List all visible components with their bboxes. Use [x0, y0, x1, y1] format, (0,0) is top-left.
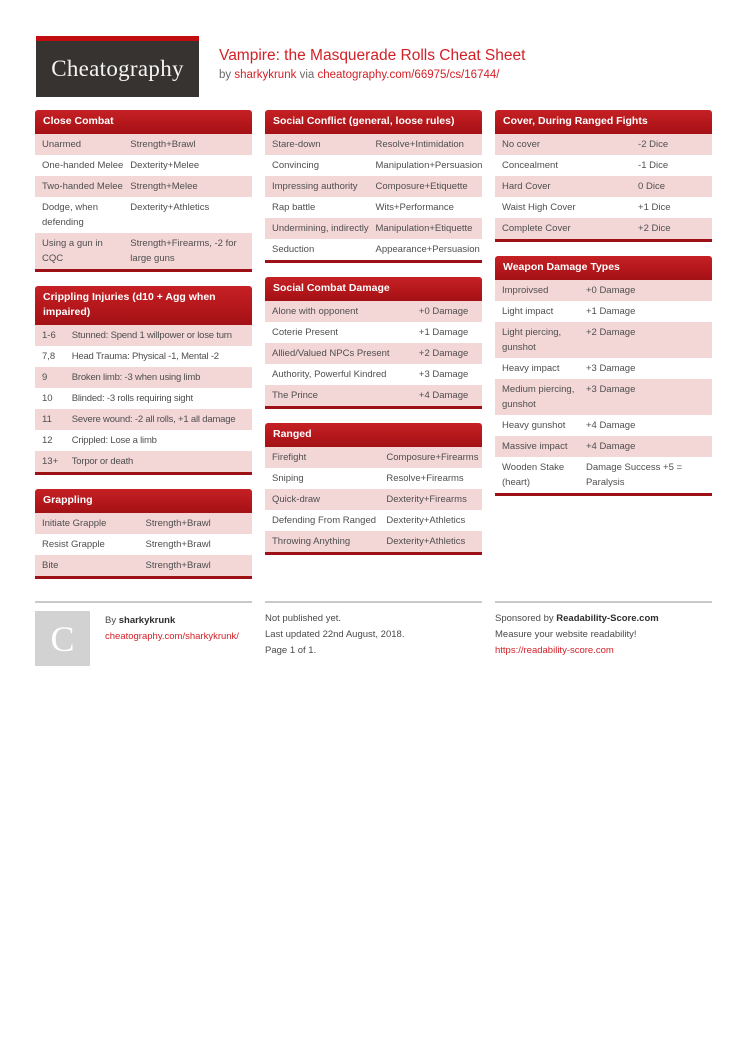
- table-row: [495, 379, 712, 415]
- row-value: Broken limb: -3 when using limb: [71, 372, 201, 383]
- row-label: Quick-draw: [272, 494, 321, 505]
- row-value: Manipulation+Persuasion: [375, 160, 483, 171]
- table-row: [265, 218, 482, 239]
- row-label: Allied/Valued NPCs Present: [272, 348, 390, 359]
- row-value: +0 Damage: [418, 306, 469, 317]
- row-value: +2 Damage: [585, 327, 636, 338]
- table-title: Ranged: [265, 423, 482, 447]
- row-label: Bite: [42, 560, 59, 571]
- footer: [35, 601, 711, 666]
- table-row: [265, 239, 482, 260]
- row-value: -2 Dice: [638, 139, 669, 150]
- row-label: Dodge, when defending: [42, 202, 98, 228]
- sponsor-name: Readability-Score.com: [556, 613, 659, 624]
- via-label: via: [299, 69, 315, 81]
- row-value: Dexterity+Melee: [130, 160, 200, 171]
- table-row: [35, 513, 252, 534]
- footer-author-link[interactable]: cheatography.com/sharkykrunk/: [105, 631, 239, 642]
- row-label: Heavy gunshot: [502, 420, 566, 431]
- row-value: +1 Damage: [418, 327, 469, 338]
- row-label: 13+: [42, 456, 59, 467]
- footer-author-text: [90, 611, 239, 666]
- publish-status: Not published yet.: [265, 613, 342, 624]
- row-label: Massive impact: [502, 441, 568, 452]
- row-value: Composure+Firearms: [386, 452, 479, 463]
- row-value: Severe wound: -2 all rolls, +1 all damage: [71, 414, 236, 425]
- byline: [219, 68, 525, 83]
- row-label: Using a gun in CQC: [42, 238, 103, 264]
- row-label: Wooden Stake (heart): [502, 462, 565, 488]
- row-value: Resolve+Firearms: [386, 473, 464, 484]
- row-value: Appearance+Persuasion: [375, 244, 480, 255]
- row-value: +1 Dice: [638, 202, 671, 213]
- row-label: Seduction: [272, 244, 315, 255]
- footer-author: [35, 601, 252, 666]
- table-row: [265, 510, 482, 531]
- table-row: [35, 233, 252, 269]
- row-value: Crippled: Lose a limb: [71, 435, 157, 446]
- column-2: [265, 110, 482, 569]
- row-value: Dexterity+Firearms: [386, 494, 467, 505]
- row-label: 1-6: [42, 330, 56, 341]
- card-columns: [35, 110, 711, 593]
- table-row: [495, 280, 712, 301]
- row-value: Strength+Brawl: [145, 518, 211, 529]
- table-row: [495, 197, 712, 218]
- table-cover-during-ranged-fights: [495, 110, 712, 242]
- row-label: Complete Cover: [502, 223, 571, 234]
- row-value: +4 Damage: [585, 441, 636, 452]
- row-value: Resolve+Intimidation: [375, 139, 464, 150]
- row-label: Light impact: [502, 306, 554, 317]
- author-avatar[interactable]: [35, 611, 90, 666]
- row-label: Concealment: [502, 160, 558, 171]
- author-link[interactable]: sharkykrunk: [234, 69, 297, 81]
- table-row: [35, 534, 252, 555]
- table-row: [35, 197, 252, 233]
- row-value: Strength+Brawl: [130, 139, 196, 150]
- table-row: [495, 358, 712, 379]
- footer-author-name: sharkykrunk: [118, 615, 176, 626]
- row-label: Hard Cover: [502, 181, 551, 192]
- row-label: 10: [42, 393, 53, 404]
- row-value: +1 Damage: [585, 306, 636, 317]
- table-row: [495, 436, 712, 457]
- row-label: Firefight: [272, 452, 307, 463]
- last-updated: Last updated 22nd August, 2018.: [265, 629, 405, 640]
- table-row: [35, 388, 252, 409]
- row-label: 11: [42, 414, 52, 425]
- row-label: Undermining, indirectly: [272, 223, 369, 234]
- table-row: [265, 468, 482, 489]
- table-row: [265, 447, 482, 468]
- row-value: Strength+Firearms, -2 for large guns: [130, 238, 237, 264]
- row-value: Dexterity+Athletics: [386, 536, 466, 547]
- row-value: Manipulation+Etiquette: [375, 223, 473, 234]
- table-row: [35, 367, 252, 388]
- byline-prefix: by: [219, 69, 232, 81]
- table-row: [495, 322, 712, 358]
- row-label: Heavy impact: [502, 363, 560, 374]
- row-label: 12: [42, 435, 53, 446]
- row-label: The Prince: [272, 390, 318, 401]
- row-label: Impressing authority: [272, 181, 358, 192]
- row-value: +3 Damage: [418, 369, 469, 380]
- row-value: +0 Damage: [585, 285, 636, 296]
- row-value: Wits+Performance: [375, 202, 454, 213]
- row-value: Torpor or death: [71, 456, 134, 467]
- table-row: [495, 218, 712, 239]
- table-row: [265, 155, 482, 176]
- cheatography-logo[interactable]: [36, 36, 199, 97]
- page-count: Page 1 of 1.: [265, 645, 317, 656]
- row-label: Convincing: [272, 160, 319, 171]
- row-value: Dexterity+Athletics: [386, 515, 466, 526]
- row-value: +3 Damage: [585, 363, 636, 374]
- row-label: Sniping: [272, 473, 304, 484]
- row-value: Strength+Melee: [130, 181, 198, 192]
- table-row: [265, 176, 482, 197]
- row-value: 0 Dice: [638, 181, 665, 192]
- row-label: Two-handed Melee: [42, 181, 123, 192]
- title-block: [199, 36, 525, 83]
- table-social-conflict-general-loose-rules: [265, 110, 482, 263]
- table-row: [35, 430, 252, 451]
- table-row: [495, 155, 712, 176]
- table-row: [265, 385, 482, 406]
- row-label: Unarmed: [42, 139, 82, 150]
- table-row: [35, 325, 252, 346]
- row-label: No cover: [502, 139, 541, 150]
- table-title: Cover, During Ranged Fights: [495, 110, 712, 134]
- footer-status: [265, 601, 482, 659]
- row-label: Defending From Ranged: [272, 515, 377, 526]
- row-label: Rap battle: [272, 202, 316, 213]
- row-label: Authority, Powerful Kindred: [272, 369, 387, 380]
- table-title: Social Conflict (general, loose rules): [265, 110, 482, 134]
- table-row: [35, 409, 252, 430]
- table-weapon-damage-types: [495, 256, 712, 496]
- footer-sponsor: [495, 601, 712, 659]
- table-grappling: [35, 489, 252, 579]
- table-row: [265, 364, 482, 385]
- table-row: [265, 531, 482, 552]
- row-value: Strength+Brawl: [145, 539, 211, 550]
- row-label: Initiate Grapple: [42, 518, 107, 529]
- table-title: Close Combat: [35, 110, 252, 134]
- row-label: 9: [42, 372, 48, 383]
- table-row: [265, 489, 482, 510]
- sponsor-line: [495, 611, 712, 627]
- row-label: One-handed Melee: [42, 160, 124, 171]
- table-title: Grappling: [35, 489, 252, 513]
- row-value: +3 Damage: [585, 384, 636, 395]
- table-ranged: [265, 423, 482, 555]
- table-social-combat-damage: [265, 277, 482, 409]
- row-value: +2 Damage: [418, 348, 469, 359]
- row-label: Stare-down: [272, 139, 321, 150]
- table-row: [495, 415, 712, 436]
- table-crippling-injuries-d10-agg-when-impaired: [35, 286, 252, 475]
- table-row: [35, 451, 252, 472]
- row-label: Medium piercing, gunshot: [502, 384, 575, 410]
- row-label: Resist Grapple: [42, 539, 105, 550]
- table-row: [265, 322, 482, 343]
- row-value: Stunned: Spend 1 willpower or lose turn: [71, 330, 232, 341]
- table-row: [35, 555, 252, 576]
- table-row: [265, 197, 482, 218]
- column-3: [495, 110, 712, 510]
- page-title: Vampire: the Masquerade Rolls Cheat Sheet: [219, 47, 526, 64]
- row-label: Waist High Cover: [502, 202, 576, 213]
- row-value: Composure+Etiquette: [375, 181, 468, 192]
- table-row: [35, 134, 252, 155]
- header: [0, 0, 750, 97]
- row-label: Throwing Anything: [272, 536, 351, 547]
- row-label: Alone with opponent: [272, 306, 359, 317]
- table-row: [35, 346, 252, 367]
- table-row: [265, 301, 482, 322]
- sponsor-link[interactable]: https://readability-score.com: [495, 645, 614, 656]
- table-title: Weapon Damage Types: [495, 256, 712, 280]
- row-label: Light piercing, gunshot: [502, 327, 562, 353]
- table-row: [35, 176, 252, 197]
- table-row: [495, 176, 712, 197]
- table-row: [35, 155, 252, 176]
- sponsor-tagline: Measure your website readability!: [495, 629, 637, 640]
- logo-wordmark: Cheatography: [51, 56, 184, 81]
- by-label: By: [105, 615, 117, 626]
- row-label: Improivsed: [502, 285, 549, 296]
- row-label: 7,8: [42, 351, 56, 362]
- row-value: Head Trauma: Physical -1, Mental -2: [71, 351, 219, 362]
- sponsored-by-label: Sponsored by: [495, 613, 554, 624]
- row-value: +4 Damage: [585, 420, 636, 431]
- row-value: -1 Dice: [638, 160, 669, 171]
- table-row: [265, 134, 482, 155]
- row-value: +2 Dice: [638, 223, 671, 234]
- table-close-combat: [35, 110, 252, 272]
- row-value: Dexterity+Athletics: [130, 202, 210, 213]
- table-title: Social Combat Damage: [265, 277, 482, 301]
- column-1: [35, 110, 252, 593]
- table-row: [265, 343, 482, 364]
- row-value: Blinded: -3 rolls requiring sight: [71, 393, 193, 404]
- table-row: [495, 134, 712, 155]
- row-value: +4 Damage: [418, 390, 469, 401]
- row-value: Strength+Brawl: [145, 560, 211, 571]
- avatar-letter: C: [50, 618, 75, 659]
- row-label: Coterie Present: [272, 327, 339, 338]
- table-title: Crippling Injuries (d10 + Agg when impaired): [35, 286, 252, 325]
- footer-by-line: [105, 613, 239, 629]
- table-row: [495, 301, 712, 322]
- source-link[interactable]: cheatography.com/66975/cs/16744/: [317, 69, 500, 81]
- row-value: Damage Success +5 = Paralysis: [585, 462, 683, 488]
- table-row: [495, 457, 712, 493]
